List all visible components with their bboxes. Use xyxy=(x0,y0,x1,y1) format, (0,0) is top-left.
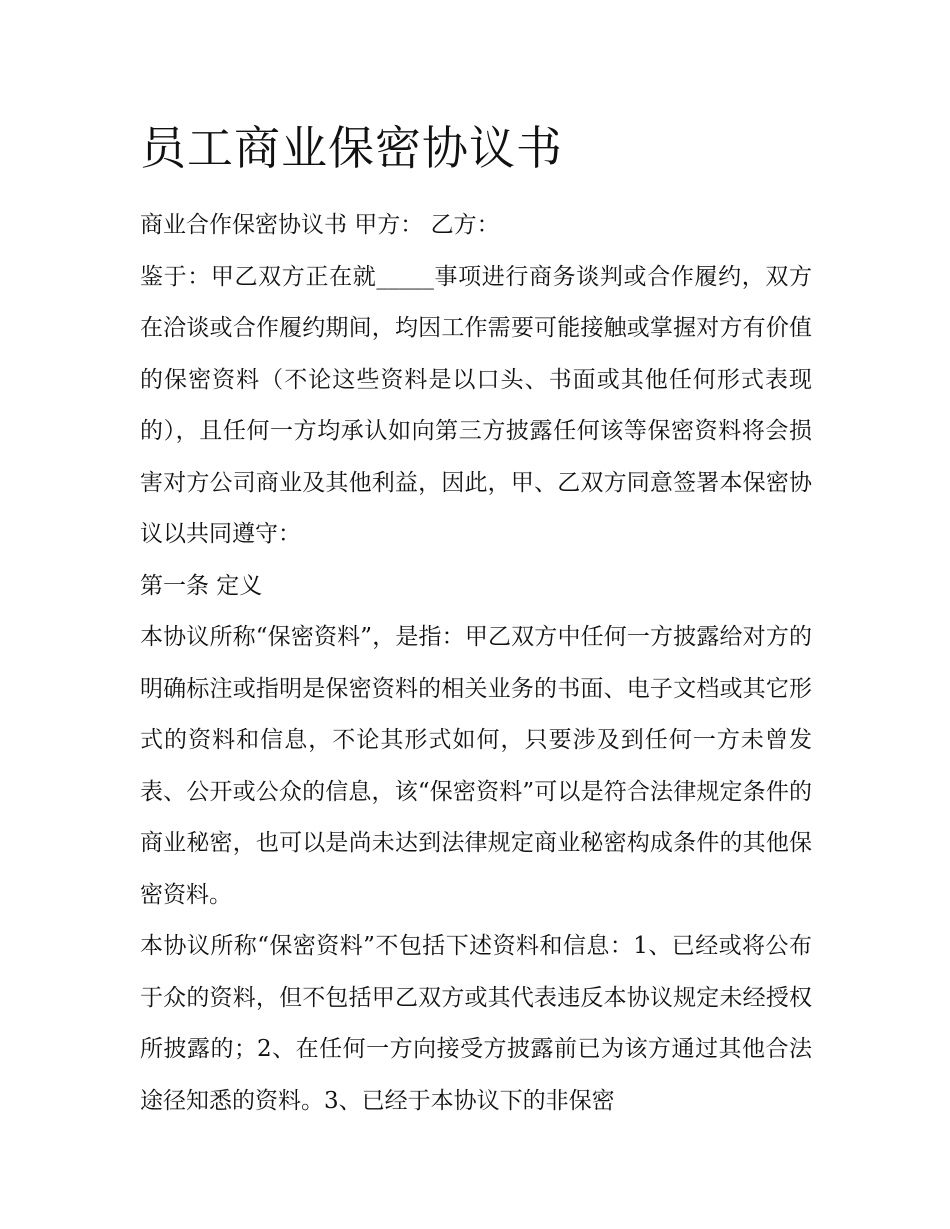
document-title: 员工商业保密协议书 xyxy=(140,121,563,175)
exclusions-paragraph: 本协议所称“保密资料”不包括下述资料和信息：1、已经或将公布于众的资料，但不包括甲乙双方或其代表违反本协议规定未经授权所披露的；2、在任何一方向接受方披露前已为该方通过其他合法途径知悉的资料。3、已经于本协议下的非保密 xyxy=(140,933,812,1114)
parties-line: 商业合作保密协议书 甲方： 乙方： xyxy=(140,212,500,238)
definition-paragraph: 本协议所称“保密资料”，是指：甲乙双方中任何一方披露给对方的明确标注或指明是保密资料的相关业务的书面、电子文档或其它形式的资料和信息，不论其形式如何，只要涉及到任何一方未曾发表、公开或公众的信息，该“保密资料”可以是符合法律规定条件的商业秘密，也可以是尚未达到法律规定商业秘密构成条件的其他保密资料。 xyxy=(140,624,812,908)
document-body xyxy=(140,200,812,1127)
article-heading: 第一条 定义 xyxy=(140,572,263,599)
preamble-paragraph: 鉴于：甲乙双方正在就_____事项进行商务谈判或合作履约，双方在洽谈或合作履约期间，均因工作需要可能接触或掌握对方有价值的保密资料（不论这些资料是以口头、书面或其他任何形式表现的），且任何一方均承认如向第三方披露任何该等保密资料将会损害对方公司商业及其他利益，因此，甲、乙双方同意签署本保密协议以共同遵守： xyxy=(140,263,812,547)
